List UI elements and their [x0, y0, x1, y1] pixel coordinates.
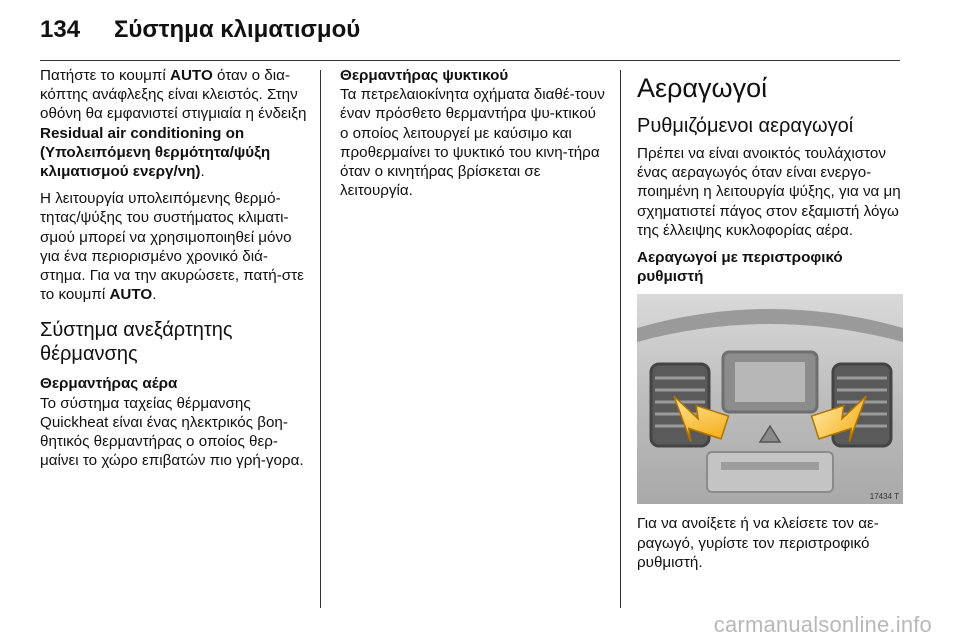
section-heading-independent-heating: Σύστημα ανεξάρτητης θέρμανσης [40, 319, 233, 366]
column-1 [40, 66, 312, 478]
paragraph-quickheat: Το σύστημα ταχείας θέρμανσης Quickheat είναι ένας ηλεκτρικός βοη-θητικός θερμαντήρας ο οποίος θερ-μαίνει το χώρο επιβατών πιο γρή-γορα. [40, 394, 304, 470]
column-divider-1 [320, 70, 321, 608]
column-2 [340, 66, 605, 208]
header-divider [40, 60, 900, 61]
subheading-coolant-heater: Θερμαντήρας ψυκτικού [340, 67, 509, 84]
air-vent-illustration [637, 294, 903, 504]
page-header [40, 8, 920, 58]
paragraph-residual-limit: Η λειτουργία υπολειπόμενης θερμό-τητας/ψύξης του συστήματος κλιματι-σμού μπορεί να χρησιμοποιηθεί μόνο για ένα περιορισμένο χρονικό διά-στημα. Για να την ακυρώσετε, πατή-στε το κουμπί AUTO. [40, 190, 304, 304]
column-3 [637, 66, 903, 580]
paragraph-rotary-instructions: Για να ανοίξετε ή να κλείσετε τον αε-ραγωγό, γυρίστε τον περιστροφικό ρυθμιστή. [637, 515, 879, 571]
subheading-adjustable-vents: Ρυθμιζόμενοι αεραγωγοί [637, 115, 854, 137]
auto-button-ref-2: AUTO [109, 286, 153, 304]
paragraph-vents-open: Πρέπει να είναι ανοικτός τουλάχιστον ένας αεραγωγός όταν είναι ενεργο-ποιημένη η λειτουργία ψύξης, για να μη σχηματιστεί πάγος στον εξαμιστή λόγω της έλλειψης κυκλοφορίας αέρα. [637, 145, 901, 239]
paragraph-auto-residual: Πατήστε το κουμπί AUTO όταν ο δια-κόπτης ανάφλεξης είναι κλειστός. Στην οθόνη θα εμφανιστεί στιγμιαία η ένδειξη Residual air conditioning on (Υπολειπόμενη θερμότητα/ψύξη κλιματισμού ενεργ/νη). [40, 67, 307, 181]
page-title: Σύστημα κλιματισμού [114, 16, 361, 43]
section-heading-air-vents: Αεραγωγοί [637, 73, 768, 103]
auto-button-ref: AUTO [170, 67, 213, 84]
page-number: 134 [40, 16, 81, 43]
figure-code: 17434 T [869, 492, 899, 502]
paragraph-coolant-heater: Τα πετρελαιοκίνητα οχήματα διαθέ-τουν έναν πρόσθετο θερμαντήρα ψυ-κτικού ο οποίος λειτουργεί με καύσιμο και προθερμαίνει το ψυκτικό του κινη-τήρα όταν ο κινητήρας βρίσκεται σε λειτουργία. [340, 86, 605, 200]
column-divider-2 [620, 70, 621, 608]
watermark: carmanualsonline.info [713, 612, 932, 637]
subheading-rotary-vents: Αεραγωγοί με περιστροφικό ρυθμιστή [637, 249, 843, 286]
subheading-air-heater: Θερμαντήρας αέρα [40, 375, 178, 393]
residual-message: Residual air conditioning on (Υπολειπόμενη θερμότητα/ψύξη κλιματισμού ενεργ/νη) [40, 124, 271, 181]
